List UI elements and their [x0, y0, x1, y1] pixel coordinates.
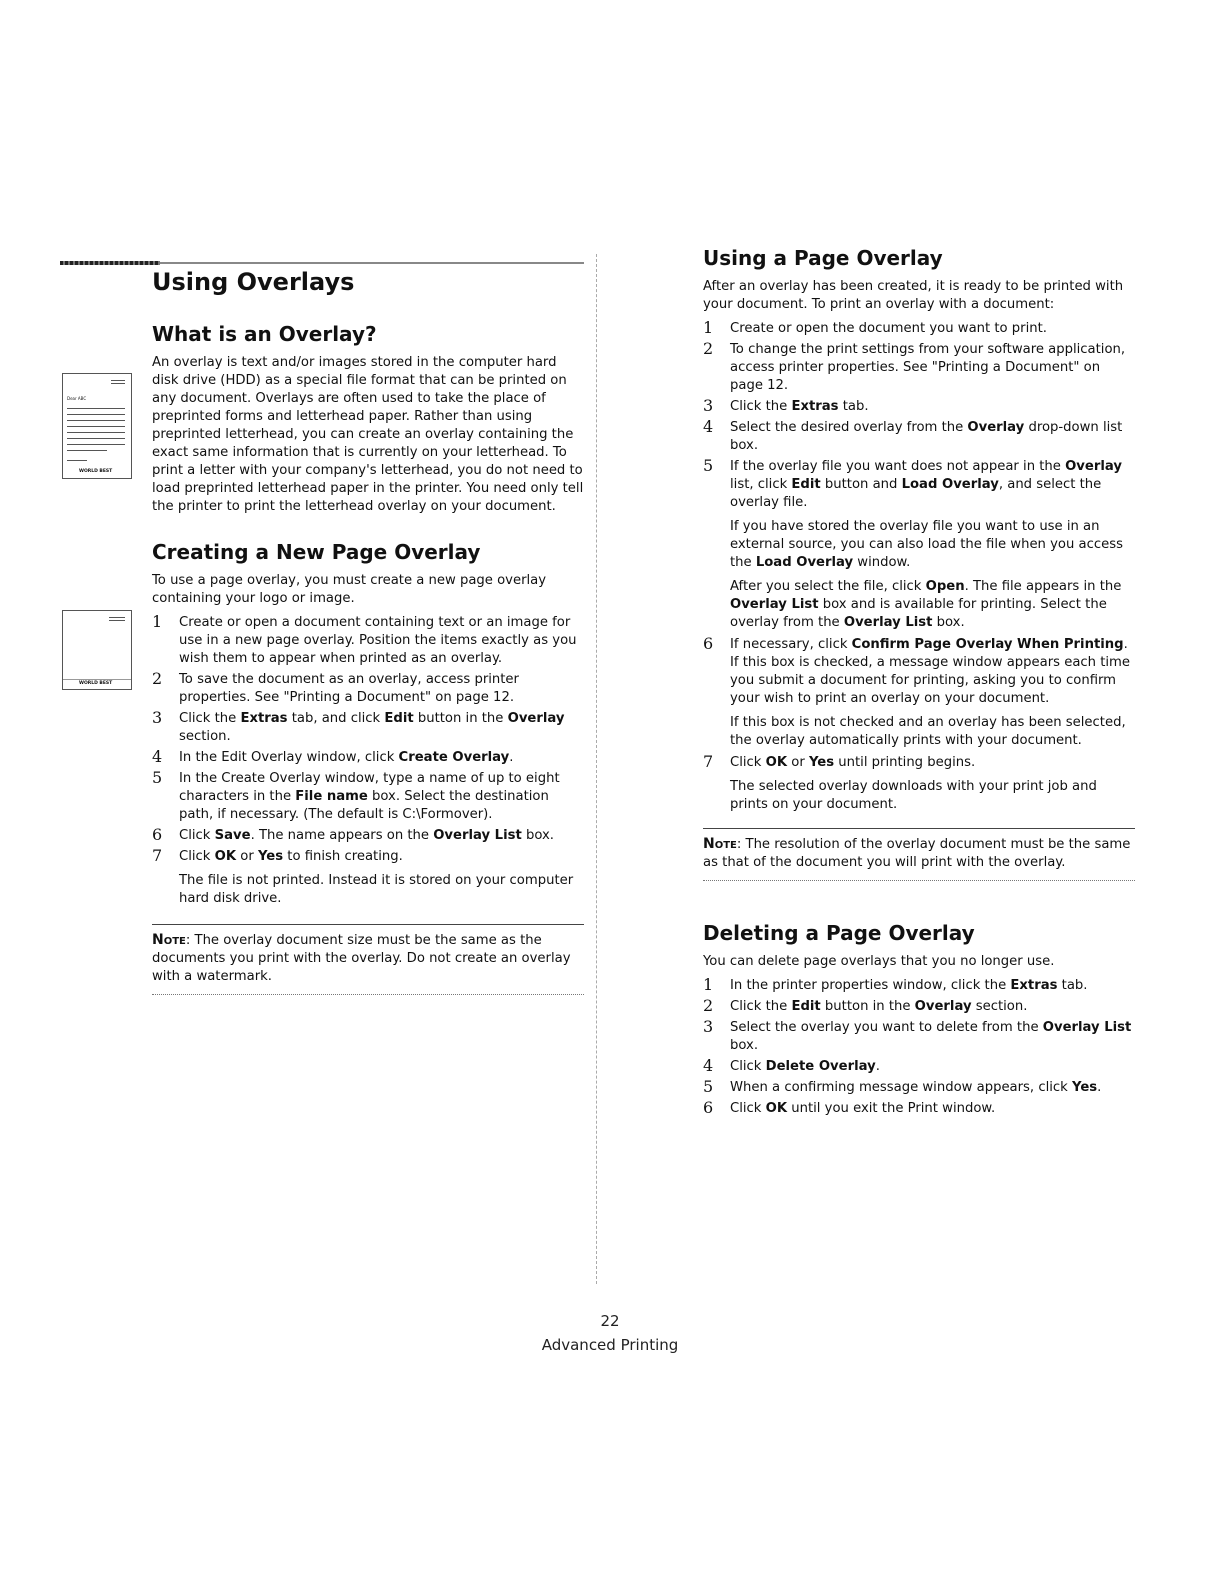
list-item: 6 Click Save. The name appears on the Overlay List box.	[152, 825, 554, 844]
page-number: 22	[600, 1312, 620, 1330]
list-item: 2 To save the document as an overlay, access printer properties. See "Printing a Document" on page 12.	[152, 669, 519, 705]
right-column	[703, 246, 1135, 1121]
note-text: : The resolution of the overlay document must be the same as that of the document you will print with the overlay.	[703, 837, 1131, 870]
list-item: 3 Click the Extras tab.	[703, 396, 869, 415]
list-item: 1 Create or open a document containing text or an image for use in a new page overlay. Position the items exactly as you wish them to appear when printed as an overlay.	[152, 612, 577, 666]
page-title: Using Overlays	[152, 268, 355, 296]
note-box	[152, 924, 584, 995]
list-item: 5 If the overlay file you want does not appear in the Overlay list, click Edit button and Load Overlay, and select the overlay file. If you have stored the overlay file you want to use in an external source, you can also load the file when you access the Load Overlay window. After you select the file, click Open. The file appears in the Overlay List box and is available for printing. Select the overlay from the Overlay List box.	[703, 458, 1135, 632]
list-item: 4 Click Delete Overlay.	[703, 1056, 880, 1075]
step-subnote: If you have stored the overlay file you want to use in an external source, you can also load the file when you access the Load Overlay window.	[730, 519, 1123, 570]
thumb-caption: WORLD BEST	[79, 469, 113, 474]
list-item: 3 Click the Extras tab, and click Edit button in the Overlay section.	[152, 708, 565, 744]
using-steps	[703, 320, 1135, 814]
note-label: Note	[703, 836, 737, 852]
list-item: 5 In the Create Overlay window, type a name of up to eight characters in the File name box. Select the destination path, if necessary. (The default is C:\Formover).	[152, 768, 560, 822]
list-item: 6 If necessary, click Confirm Page Overlay When Printing. If this box is checked, a message window appears each time you submit a document for printing, asking you to confirm your wish to print an overlay on your document. If this box is not checked and an overlay has been selected, the overlay automatically prints with your document.	[703, 636, 1135, 750]
step-subnote: The file is not printed. Instead it is stored on your computer hard disk drive.	[179, 873, 574, 906]
list-item: 1 In the printer properties window, click the Extras tab.	[703, 975, 1088, 994]
list-item: 4 In the Edit Overlay window, click Create Overlay.	[152, 747, 514, 766]
note-box	[703, 828, 1135, 881]
list-item: 6 Click OK until you exit the Print window.	[703, 1098, 996, 1117]
step-subnote: After you select the file, click Open. The file appears in the Overlay List box and is available for printing. Select the overlay from the Overlay List box.	[730, 579, 1122, 630]
section-heading-using-overlay: Using a Page Overlay	[703, 246, 943, 270]
what-is-overlay-body: An overlay is text and/or images stored in the computer hard disk drive (HDD) as a special file format that can be printed on any document. Overlays are often used to take the place of preprinted forms and letterhead paper. Rather than using preprinted letterhead, you can create an overlay containing the exact same information that is currently on your letterhead. To print a letter with your company's letterhead, you do not need to load preprinted letterhead paper in the printer. You need only tell the printer to print the letterhead overlay on your document.	[152, 355, 584, 514]
list-item: 5 When a confirming message window appears, click Yes.	[703, 1077, 1102, 1096]
section-heading-what-is-overlay: What is an Overlay?	[152, 322, 377, 346]
section-heading-deleting-overlay: Deleting a Page Overlay	[703, 921, 975, 945]
left-column	[152, 268, 584, 995]
section-top-rule	[60, 262, 584, 264]
list-item: 3 Select the overlay you want to delete from the Overlay List box.	[703, 1017, 1132, 1053]
creating-steps	[152, 614, 584, 908]
deleting-intro: You can delete page overlays that you no longer use.	[703, 954, 1055, 969]
list-item: 4 Select the desired overlay from the Overlay drop-down list box.	[703, 417, 1123, 453]
creating-intro: To use a page overlay, you must create a new page overlay containing your logo or image.	[152, 573, 547, 606]
section-heading-creating-overlay: Creating a New Page Overlay	[152, 540, 481, 564]
deleting-steps	[703, 977, 1135, 1118]
letterhead-thumbnail	[62, 373, 132, 479]
thumb-caption: WORLD BEST	[79, 681, 113, 686]
list-item: 2 To change the print settings from your software application, access printer properties. See "Printing a Document" on page 12.	[703, 339, 1126, 393]
list-item: 7 Click OK or Yes until printing begins. The selected overlay downloads with your print job and prints on your document.	[703, 754, 1135, 814]
note-label: Note	[152, 932, 186, 948]
overlay-thumbnail	[62, 610, 132, 690]
note-text: : The overlay document size must be the same as the documents you print with the overlay. Do not create an overlay with a watermark.	[152, 933, 571, 984]
list-item: 7 Click OK or Yes to finish creating. The file is not printed. Instead it is stored on your computer hard disk drive.	[152, 848, 584, 908]
list-item: 1 Create or open the document you want to print.	[703, 318, 1047, 337]
using-intro: After an overlay has been created, it is ready to be printed with your document. To print an overlay with a document:	[703, 279, 1124, 312]
step-subnote: The selected overlay downloads with your print job and prints on your document.	[730, 779, 1097, 812]
footer-section-title: Advanced Printing	[541, 1336, 679, 1354]
thumb-header-text: Dear ABC	[67, 396, 87, 401]
step-subnote: If this box is not checked and an overlay has been selected, the overlay automatically prints with your document.	[730, 715, 1126, 748]
list-item: 2 Click the Edit button in the Overlay section.	[703, 996, 1028, 1015]
column-divider	[596, 254, 597, 1284]
